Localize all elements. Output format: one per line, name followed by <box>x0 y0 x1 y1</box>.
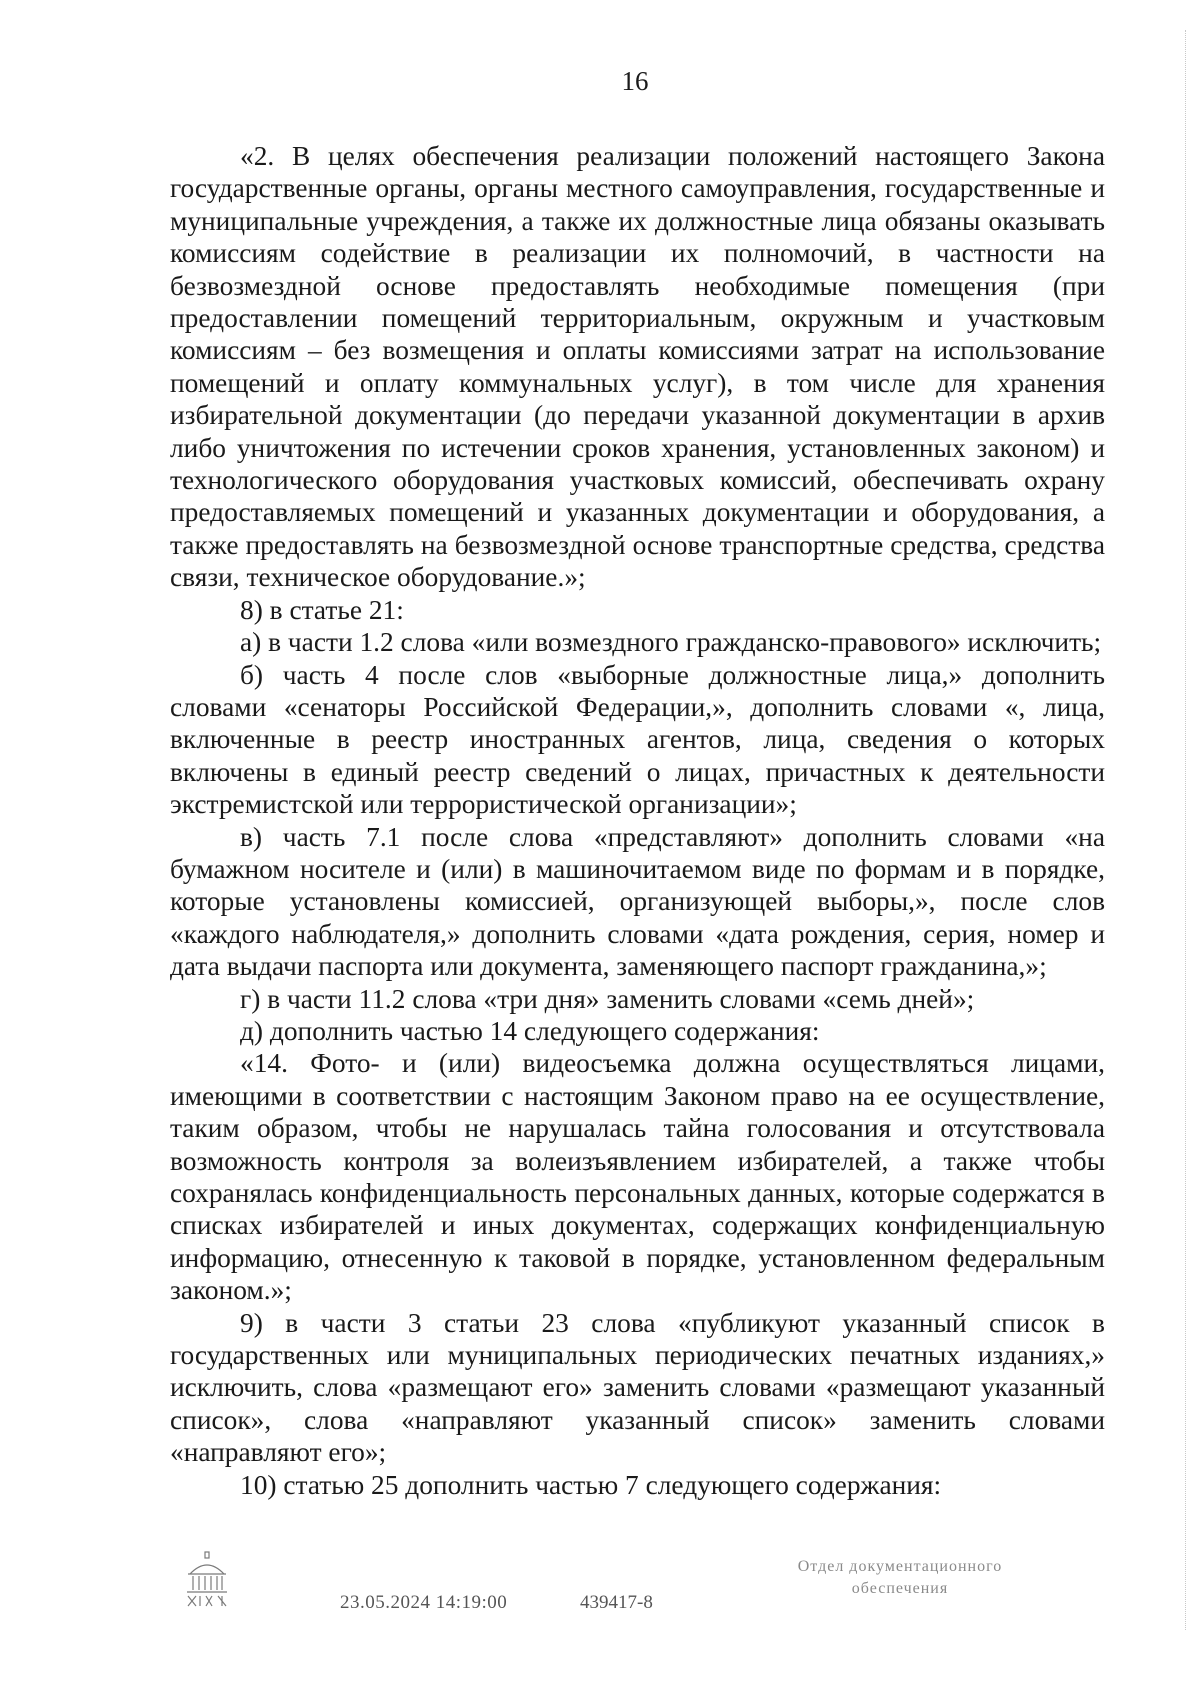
footer-datetime: 23.05.2024 14:19:00 <box>340 1592 508 1613</box>
paragraph: в) часть 7.1 после слова «представляют» дополнить словами «на бумажном носителе и (или) в машиночитаемом виде по формам и в порядке, которые установлены комиссией, организующей выборы,», после слов «каждого наблюдателя,» дополнить словами «дата рождения, серия, номер и дата выдачи паспорта или документа, заменяющего паспорт гражданина,»; <box>170 821 1105 982</box>
paragraph: а) в части 1.2 слова «или возмездного гражданско-правового» исключить; <box>240 627 1102 658</box>
paragraph: 9) в части 3 статьи 23 слова «публикуют указанный список в государственных или муниципальных периодических печатных изданиях,» исключить, слова «размещают его» заменить словами «размещают указанный список», слова «направляют указанный список» заменить словами «направляют его»; <box>170 1307 1105 1468</box>
page-number: 16 <box>621 66 649 96</box>
document-body <box>170 140 1105 1501</box>
duma-building-icon <box>184 1550 230 1610</box>
paragraph: б) часть 4 после слов «выборные должностные лица,» дополнить словами «сенаторы Российской Федерации,», дополнить словами «, лица, включенные в реестр иностранных агентов, лица, сведения о которых включены в единый реестр сведений о лицах, причастных к деятельности экстремистской или террористической организации»; <box>170 659 1105 820</box>
paragraph: 10) статью 25 дополнить частью 7 следующего содержания: <box>240 1469 942 1500</box>
paragraph: г) в части 11.2 слова «три дня» заменить словами «семь дней»; <box>240 983 975 1014</box>
footer-document-code: 439417-8 <box>580 1592 653 1613</box>
footer-stamp <box>750 1556 1050 1600</box>
stamp-line: Отдел документационного <box>797 1558 1003 1575</box>
paragraph: д) дополнить частью 14 следующего содержания: <box>240 1015 820 1046</box>
paragraph: 8) в статье 21: <box>240 594 404 625</box>
scan-edge-artifact <box>1183 30 1186 1630</box>
paragraph: «14. Фото- и (или) видеосъемка должна осуществляться лицами, имеющими в соответствии с настоящим Законом право на ее осуществление, таким образом, чтобы не нарушалась тайна голосования и отсутствовала возможность контроля за волеизъявлением избирателей, а также чтобы сохранялась конфиденциальность персональных данных, которые содержатся в списках избирателей и иных документах, содержащих конфиденциальную информацию, отнесенную к таковой в порядке, установленном федеральным законом.»; <box>170 1048 1105 1306</box>
paragraph: «2. В целях обеспечения реализации положений настоящего Закона государственные органы, органы местного самоуправления, государственные и муниципальные учреждения, а также их должностные лица обязаны оказывать комиссиям содействие в реализации их полномочий, в частности на безвозмездной основе предоставлять необходимые помещения (при предоставлении помещений территориальным, окружным и участковым комиссиям – без возмещения и оплаты комиссиями затрат на использование помещений и оплату коммунальных услуг), в том числе для хранения избирательной документации (до передачи указанной документации в архив либо уничтожения по истечении сроков хранения, установленных законом) и технологического оборудования участковых комиссий, обеспечивать охрану предоставляемых помещений и указанных документации и оборудования, а также предоставлять на безвозмездной основе транспортные средства, средства связи, техническое оборудование.»; <box>170 141 1105 593</box>
stamp-line: обеспечения <box>851 1580 949 1597</box>
